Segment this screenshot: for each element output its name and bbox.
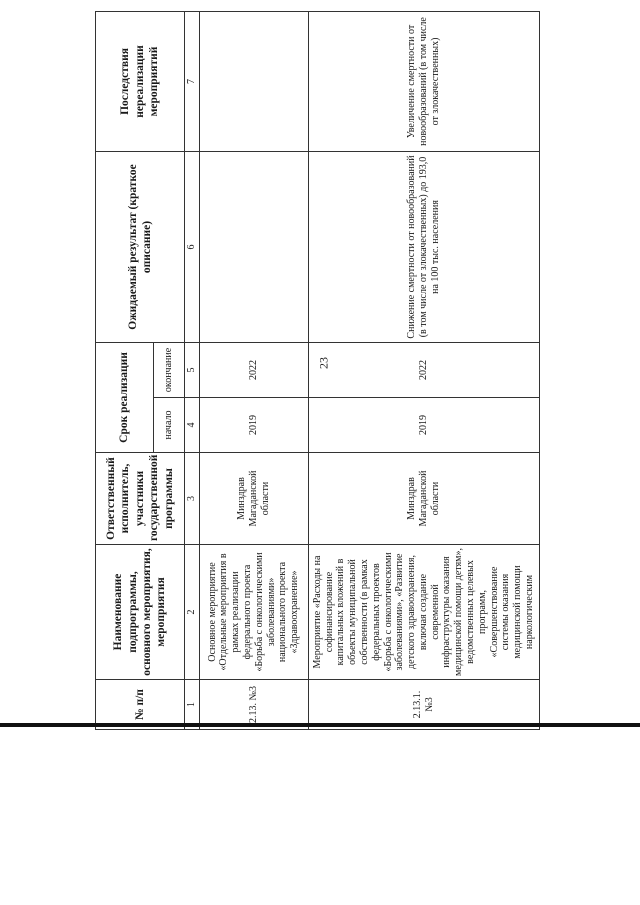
row-name: Основное мероприятие «Отдельные мероприятия в рамках реализации федерального проекта «Борьба с онкологическими заболеваниями» национального проекта «Здравоохранение» [199, 545, 308, 680]
header-responsible: Ответственный исполнитель, участники государственной программы [96, 453, 185, 545]
row-end: 2022 [199, 342, 308, 397]
row-end: 2022 [308, 342, 539, 397]
header-consequences: Последствия нереализации мероприятий [96, 11, 185, 151]
rotated-table-container [95, 12, 555, 730]
column-number: 5 [185, 342, 200, 397]
column-number: 1 [185, 680, 200, 730]
column-number: 2 [185, 545, 200, 680]
header-term: Срок реализации [96, 342, 154, 452]
row-number: 2.13. №3 [199, 680, 308, 730]
row-start: 2019 [199, 398, 308, 453]
row-consequences: Увеличение смертности от новообразований (в том числе от злокачественных) [308, 11, 539, 151]
schedule-table [95, 11, 540, 730]
row-name: Мероприятие «Расходы на софинансирование капитальных вложений в объекты муниципальной собственности (в рамках федеральных проектов «Борьба с онкологическими заболеваниями», «Развитие детского здравоохранения, включая создание современной инфраструктуры оказания медицинской помощи детям», ведомственных целевых программ, «Совершенствование системы оказания медицинской помощи наркологическим [308, 545, 539, 680]
column-number: 6 [185, 151, 200, 342]
table-row [199, 11, 308, 729]
row-responsible: Минздрав Магаданской области [308, 453, 539, 545]
row-consequences [199, 11, 308, 151]
column-number: 4 [185, 398, 200, 453]
row-result [199, 151, 308, 342]
column-number: 3 [185, 453, 200, 545]
column-number-row [185, 11, 200, 729]
row-responsible: Минздрав Магаданской области [199, 453, 308, 545]
row-start: 2019 [308, 398, 539, 453]
column-number: 7 [185, 11, 200, 151]
header-name: Наименование подпрограммы, основного мероприятия, мероприятия [96, 545, 185, 680]
row-number: 2.13.1. №3 [308, 680, 539, 730]
table-row [308, 11, 539, 729]
header-start: начало [153, 398, 184, 453]
page-number: 23 [316, 357, 331, 369]
header-num: № п/п [96, 680, 185, 730]
header-result: Ожидаемый результат (краткое описание) [96, 151, 185, 342]
horizontal-rule [0, 723, 640, 727]
header-end: окончание [153, 342, 184, 397]
row-result: Снижение смертности от новообразований (в том числе от злокачественных) до 193,0 на 100 тыс. населения [308, 151, 539, 342]
header-row [96, 11, 154, 729]
rotated-table-region [95, 12, 555, 730]
